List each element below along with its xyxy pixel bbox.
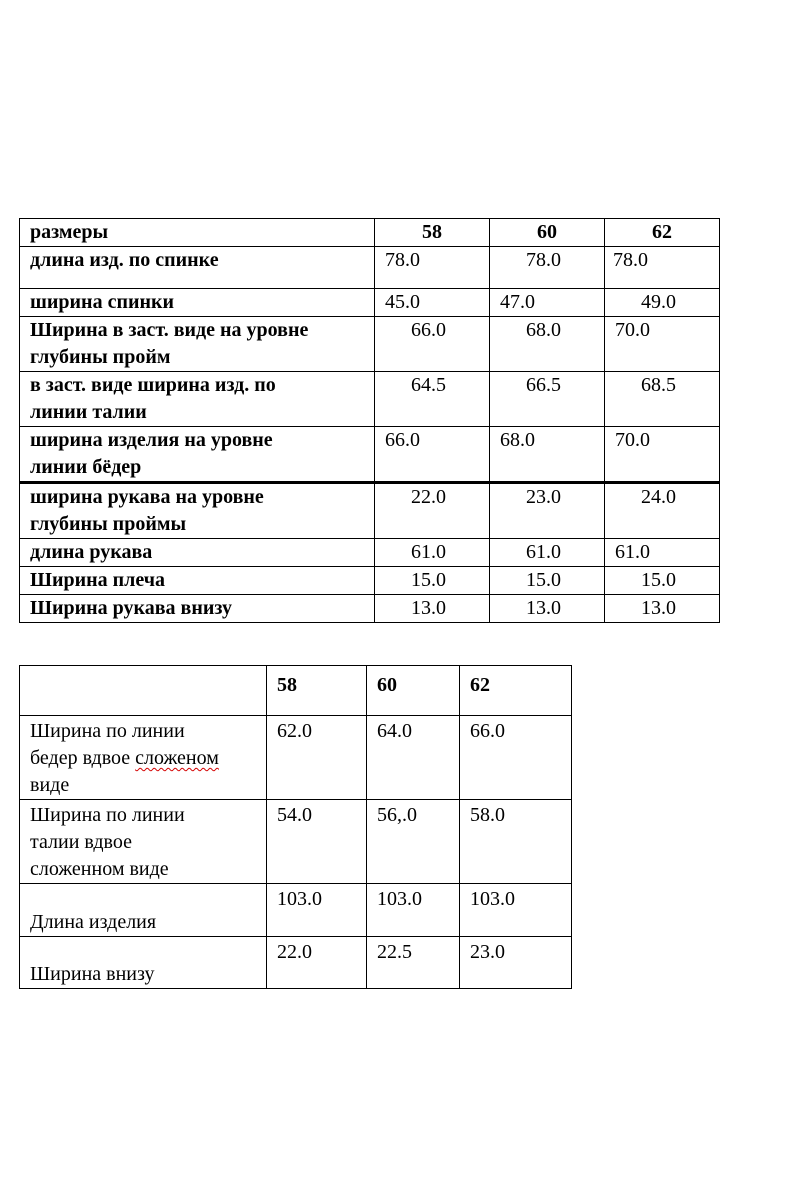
row-label bbox=[20, 317, 375, 372]
table-row bbox=[20, 483, 720, 539]
row-value: 47.0 bbox=[490, 289, 605, 317]
row-label-line: Ширина по линии bbox=[30, 804, 185, 826]
row-label-line: глубины проймы bbox=[30, 513, 187, 535]
row-value: 62.0 bbox=[267, 716, 367, 800]
row-label-line: ширина рукава на уровне bbox=[30, 486, 264, 508]
row-value: 103.0 bbox=[460, 884, 572, 937]
row-value: 15.0 bbox=[490, 567, 605, 595]
row-value: 68.0 bbox=[490, 427, 605, 483]
header-size-60: 60 bbox=[367, 666, 460, 716]
row-value: 103.0 bbox=[267, 884, 367, 937]
row-label-line: ширина изделия на уровне bbox=[30, 429, 273, 451]
row-value: 103.0 bbox=[367, 884, 460, 937]
table-row bbox=[20, 539, 720, 567]
row-label-line: линии бёдер bbox=[30, 456, 142, 478]
row-value: 78.0 bbox=[490, 247, 605, 289]
table-row bbox=[20, 937, 572, 989]
row-label bbox=[20, 427, 375, 483]
row-value: 66.0 bbox=[375, 317, 490, 372]
row-value: 70.0 bbox=[605, 427, 720, 483]
row-value: 64.0 bbox=[367, 716, 460, 800]
row-value: 68.0 bbox=[490, 317, 605, 372]
row-value: 78.0 bbox=[605, 247, 720, 289]
row-value: 66.0 bbox=[375, 427, 490, 483]
row-label bbox=[20, 716, 267, 800]
header-size-58: 58 bbox=[267, 666, 367, 716]
row-label-line: сложенном виде bbox=[30, 858, 169, 880]
row-value: 64.5 bbox=[375, 372, 490, 427]
table-row bbox=[20, 716, 572, 800]
table-row bbox=[20, 247, 720, 289]
table-header-row bbox=[20, 666, 572, 716]
header-label-sizes: размеры bbox=[20, 219, 375, 247]
row-value: 61.0 bbox=[375, 539, 490, 567]
row-value: 54.0 bbox=[267, 800, 367, 884]
row-value: 22.5 bbox=[367, 937, 460, 989]
row-label bbox=[20, 800, 267, 884]
row-label-line: Ширина внизу bbox=[30, 963, 155, 985]
row-label-line: талии вдвое bbox=[30, 831, 132, 853]
table-row bbox=[20, 800, 572, 884]
table-row bbox=[20, 884, 572, 937]
row-value: 61.0 bbox=[605, 539, 720, 567]
row-value: 49.0 bbox=[605, 289, 720, 317]
row-label: длина изд. по спинке bbox=[20, 247, 375, 289]
row-value: 13.0 bbox=[375, 595, 490, 623]
row-label-misspelled-word: сложеном bbox=[135, 747, 219, 769]
row-label-line: в заст. виде ширина изд. по bbox=[30, 374, 276, 396]
row-value: 45.0 bbox=[375, 289, 490, 317]
row-value: 23.0 bbox=[460, 937, 572, 989]
row-value: 66.5 bbox=[490, 372, 605, 427]
row-label-line: Длина изделия bbox=[30, 911, 157, 933]
table-row bbox=[20, 317, 720, 372]
header-size-60: 60 bbox=[490, 219, 605, 247]
row-label-line: бедер вдвое bbox=[30, 747, 131, 769]
row-label-line: Ширина по линии bbox=[30, 720, 185, 742]
table-row bbox=[20, 289, 720, 317]
row-value: 13.0 bbox=[490, 595, 605, 623]
table-row bbox=[20, 567, 720, 595]
row-value: 66.0 bbox=[460, 716, 572, 800]
size-table-main bbox=[19, 218, 720, 623]
table-row bbox=[20, 372, 720, 427]
row-value: 58.0 bbox=[460, 800, 572, 884]
size-table-secondary bbox=[19, 665, 572, 989]
table-header-row bbox=[20, 219, 720, 247]
row-value: 61.0 bbox=[490, 539, 605, 567]
header-size-62: 62 bbox=[605, 219, 720, 247]
row-label-line: Ширина в заст. виде на уровне bbox=[30, 319, 309, 341]
row-value: 22.0 bbox=[375, 483, 490, 539]
row-label-line: глубины пройм bbox=[30, 346, 171, 368]
row-value: 13.0 bbox=[605, 595, 720, 623]
row-label bbox=[20, 937, 267, 989]
row-label bbox=[20, 372, 375, 427]
row-value: 15.0 bbox=[605, 567, 720, 595]
table-row bbox=[20, 427, 720, 483]
row-label: Ширина рукава внизу bbox=[20, 595, 375, 623]
row-value: 23.0 bbox=[490, 483, 605, 539]
row-label bbox=[20, 483, 375, 539]
row-value: 22.0 bbox=[267, 937, 367, 989]
row-value: 24.0 bbox=[605, 483, 720, 539]
row-label-line: линии талии bbox=[30, 401, 147, 423]
row-value: 68.5 bbox=[605, 372, 720, 427]
row-label: Ширина плеча bbox=[20, 567, 375, 595]
row-label: длина рукава bbox=[20, 539, 375, 567]
header-size-58: 58 bbox=[375, 219, 490, 247]
row-value: 15.0 bbox=[375, 567, 490, 595]
row-label-line: виде bbox=[30, 774, 70, 796]
header-empty-cell bbox=[20, 666, 267, 716]
row-value: 56,.0 bbox=[367, 800, 460, 884]
row-label bbox=[20, 884, 267, 937]
header-size-62: 62 bbox=[460, 666, 572, 716]
row-label: ширина спинки bbox=[20, 289, 375, 317]
table-row bbox=[20, 595, 720, 623]
row-value: 78.0 bbox=[375, 247, 490, 289]
row-value: 70.0 bbox=[605, 317, 720, 372]
